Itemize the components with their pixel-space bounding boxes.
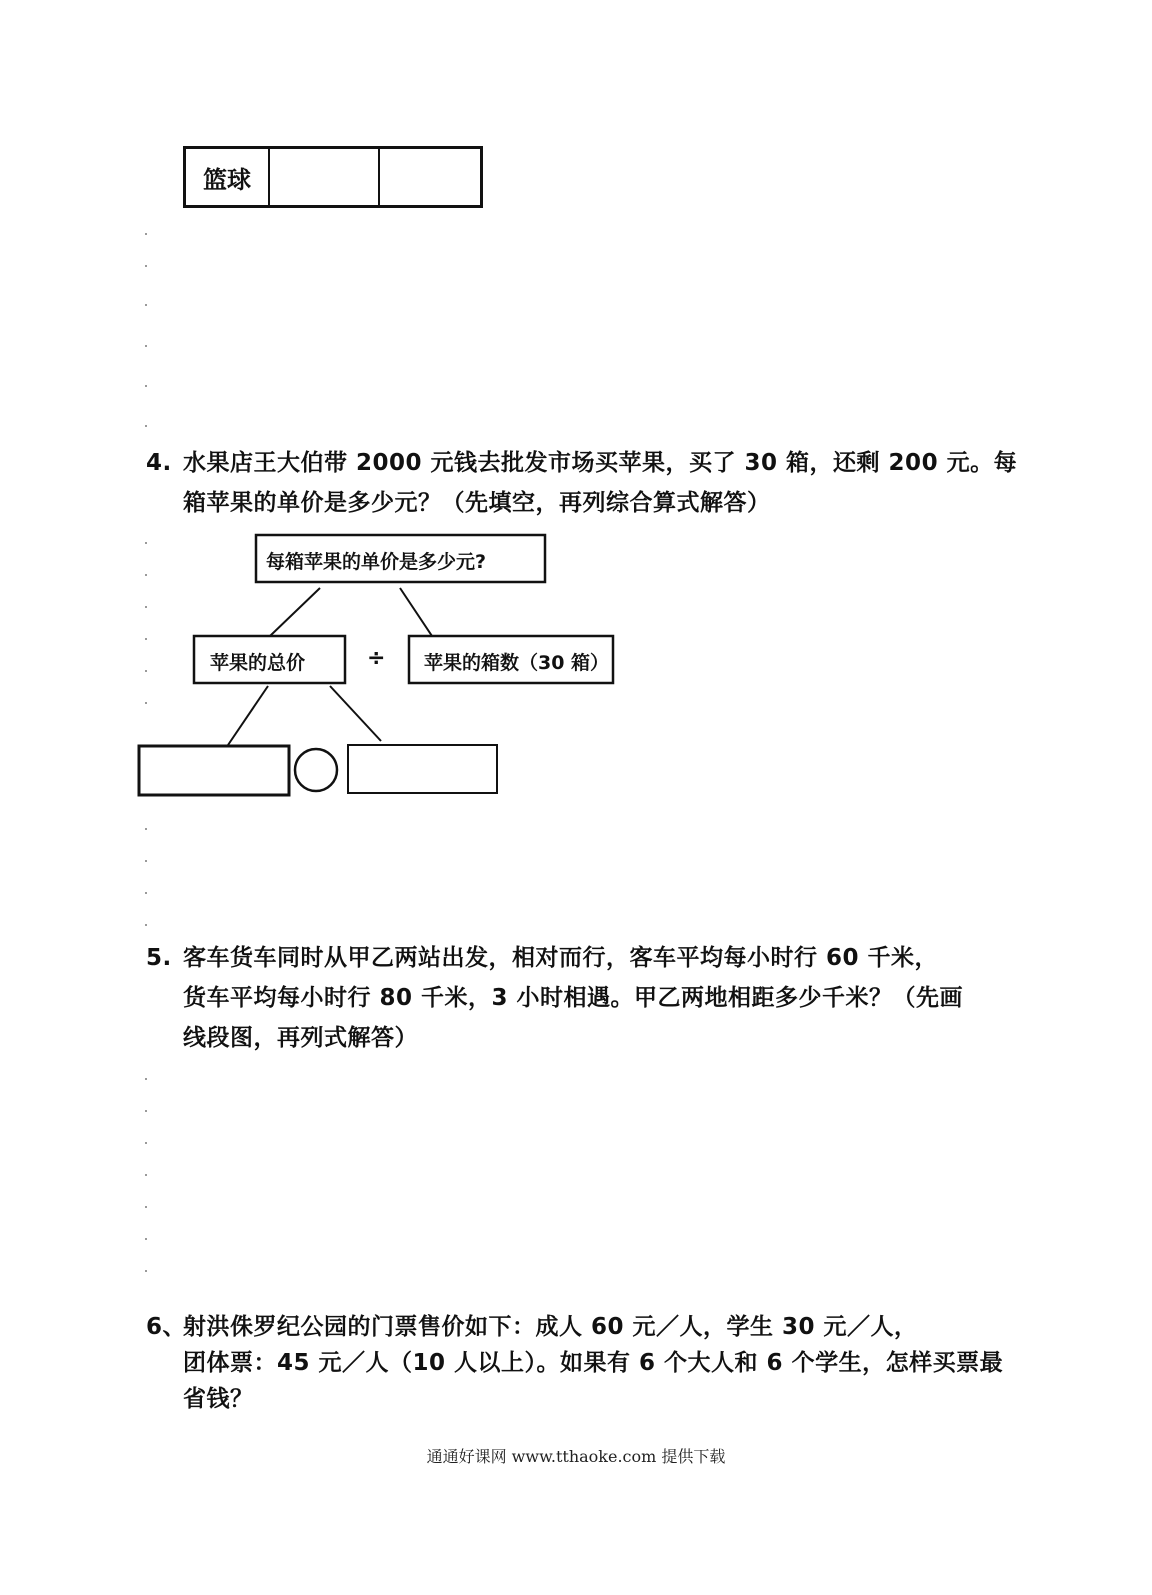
row-label-cell: 篮球 bbox=[185, 148, 270, 207]
connector-line bbox=[400, 588, 432, 636]
question-text-line: 箱苹果的单价是多少元？（先填空，再列综合算式解答） bbox=[183, 490, 771, 516]
connector-line bbox=[330, 686, 381, 741]
divide-operator: ÷ bbox=[367, 646, 386, 671]
blank-box-left bbox=[139, 746, 289, 795]
connector-line bbox=[270, 588, 320, 636]
question-text-line: 团体票：45 元／人（10 人以上）。如果有 6 个大人和 6 个学生，怎样买票最 bbox=[183, 1350, 1004, 1376]
left-box-label: 苹果的总价 bbox=[210, 652, 306, 674]
question-text-line: 货车平均每小时行 80 千米，3 小时相遇。甲乙两地相距多少千米？（先画 bbox=[183, 985, 964, 1011]
question-text-line: 省钱？ bbox=[183, 1386, 254, 1412]
question-text-line: 客车货车同时从甲乙两站出发，相对而行，客车平均每小时行 60 千米， bbox=[183, 945, 939, 971]
connector-line bbox=[228, 686, 268, 745]
question-number: 6、 bbox=[146, 1314, 187, 1340]
question-number: 5. bbox=[146, 945, 172, 971]
page-footer: 通通好课网 www.tthaoke.com 提供下载 bbox=[426, 1447, 726, 1466]
question-number: 4. bbox=[146, 450, 172, 476]
question-text-line: 射洪侏罗纪公园的门票售价如下：成人 60 元／人，学生 30 元／人， bbox=[183, 1314, 918, 1340]
top-box-label: 每箱苹果的单价是多少元? bbox=[266, 551, 487, 573]
right-box-label: 苹果的箱数（30 箱） bbox=[424, 652, 610, 674]
operator-circle bbox=[295, 749, 337, 791]
question-text-line: 水果店王大伯带 2000 元钱去批发市场买苹果，买了 30 箱，还剩 200 元。每 bbox=[183, 450, 1018, 476]
blank-box-right bbox=[348, 745, 497, 793]
question-text-line: 线段图，再列式解答） bbox=[183, 1025, 418, 1051]
